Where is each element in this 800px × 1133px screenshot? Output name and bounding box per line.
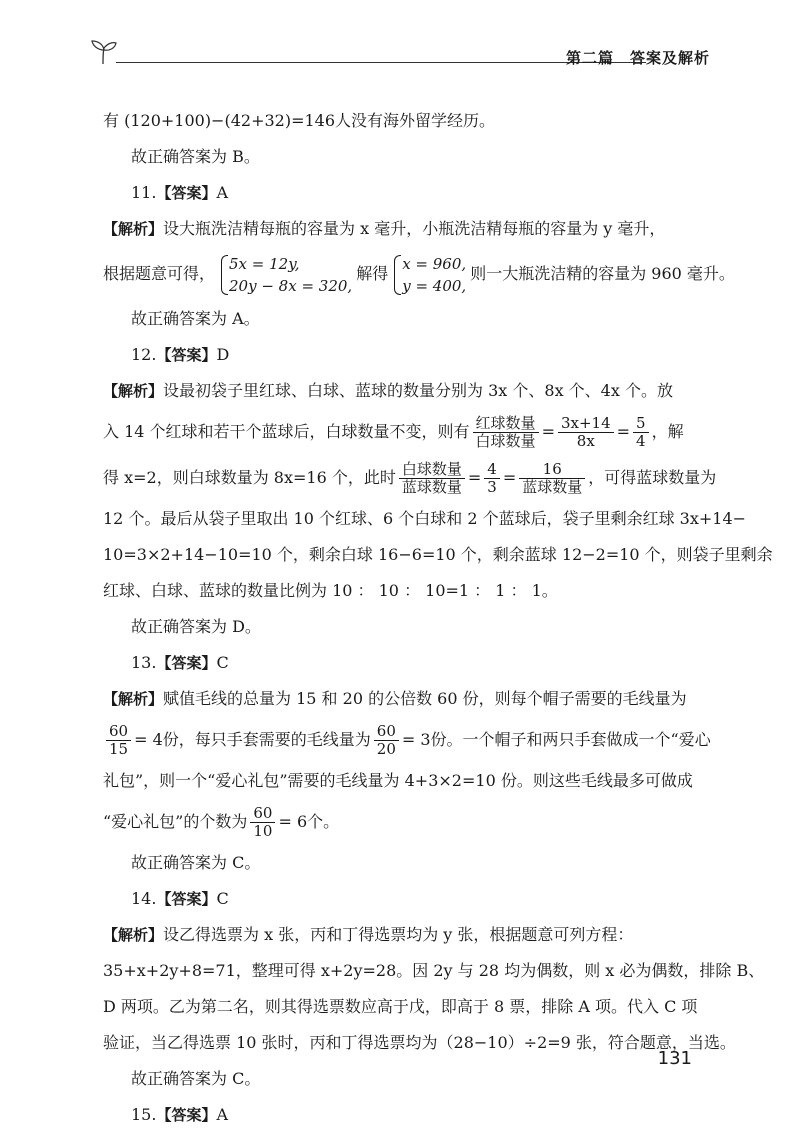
text-line: 得 x=2，则白球数量为 8x=16 个，此时 $\frac{\text{白球数量}}{\text{蓝球数量}}$ = $\frac{4}{3}$ = $\frac{16}{\text{蓝球数量}}$ ，可得蓝球数量为 <box>103 459 717 496</box>
fraction: $\frac{60}{20}$ <box>374 723 399 759</box>
fraction: $\frac{60}{10}$ <box>250 805 275 841</box>
text-line: “爱心礼包”的个数为 $\frac{60}{10}$ = 6个。 <box>103 803 340 840</box>
question-11-explanation: 【解析】设大瓶洗洁精每瓶的容量为 x 毫升，小瓶洗洁精每瓶的容量为 y 毫升， <box>103 219 666 238</box>
text-line: 礼包”，则一个“爱心礼包”需要的毛线量为 4+3×2=10 份。则这些毛线最多可做成 <box>103 771 693 790</box>
question-15-answer: 15.【答案】A <box>131 1105 229 1124</box>
fraction: $\frac{3x+14}{8x}$ <box>558 415 614 451</box>
fraction: $\frac{\text{红球数量}}{\text{白球数量}}$ <box>473 415 539 451</box>
text-line: 验证，当乙得选票 10 张时，丙和丁得选票均为（28−10）÷2=9 张，符合题意，当选。 <box>103 1033 736 1052</box>
question-13-explanation: 【解析】赋值毛线的总量为 15 和 20 的公倍数 60 份，则每个帽子需要的毛线量为 <box>103 689 687 708</box>
fraction: $\frac{60}{15}$ <box>106 723 131 759</box>
answer-content <box>103 103 773 1133</box>
question-14-explanation: 【解析】设乙得选票为 x 张，丙和丁得选票均为 y 张，根据题意可列方程： <box>103 925 634 944</box>
text-line: D 两项。乙为第二名，则其得选票数应高于戊，即高于 8 票，排除 A 项。代入 C 项 <box>103 997 698 1016</box>
text-line: 有 (120+100)−(42+32)=146人没有海外留学经历。 <box>103 111 496 130</box>
question-14-answer: 14.【答案】C <box>131 889 229 908</box>
answer-conclusion: 故正确答案为 C。 <box>131 853 261 872</box>
question-12-explanation: 【解析】设最初袋子里红球、白球、蓝球的数量分别为 3x 个、8x 个、4x 个。放 <box>103 381 673 400</box>
answer-conclusion: 故正确答案为 B。 <box>131 147 260 166</box>
solution-system: x = 960, y = 400, <box>392 253 466 297</box>
answer-conclusion: 故正确答案为 D。 <box>131 617 261 636</box>
header-title: 第二篇 答案及解析 <box>565 49 710 67</box>
equation-system: 5x = 12y, 20y − 8x = 320, <box>219 253 352 297</box>
question-12-answer: 12.【答案】D <box>131 345 230 364</box>
text-line: 红球、白球、蓝球的数量比例为 10 ： 10 ： 10=1 ： 1 ： 1。 <box>103 581 558 600</box>
question-11-answer: 11.【答案】A <box>131 183 229 202</box>
fraction: $\frac{4}{3}$ <box>484 461 500 497</box>
answer-conclusion: 故正确答案为 C。 <box>131 1069 261 1088</box>
question-13-answer: 13.【答案】C <box>131 653 229 672</box>
fraction: $\frac{16}{\text{蓝球数量}}$ <box>519 461 585 497</box>
sprout-icon <box>90 38 118 66</box>
text-line: 12 个。最后从袋子里取出 10 个红球、6 个白球和 2 个蓝球后，袋子里剩余红球 3x+14− <box>103 509 747 528</box>
answer-conclusion: 故正确答案为 A。 <box>131 309 260 328</box>
text-line: 入 14 个红球和若干个蓝球后，白球数量不变，则有 $\frac{\text{红球数量}}{\text{白球数量}}$ = $\frac{3x+14}{8x}$ = $\frac{5}{4}$ ，解 <box>103 413 684 450</box>
fraction: $\frac{\text{白球数量}}{\text{蓝球数量}}$ <box>399 461 465 497</box>
text-line: 35+x+2y+8=71，整理可得 x+2y=28。因 2y 与 28 均为偶数，则 x 必为偶数，排除 B、 <box>103 961 765 980</box>
text-line: $\frac{60}{15}$ = 4份，每只手套需要的毛线量为 $\frac{60}{20}$ = 3份。一个帽子和两只手套做成一个“爱心 <box>103 717 693 763</box>
running-header <box>90 38 710 68</box>
text-line: 10=3×2+14−10=10 个，剩余白球 16−6=10 个，剩余蓝球 12−2=10 个，则袋子里剩余 <box>103 545 773 564</box>
fraction: $\frac{5}{4}$ <box>633 415 649 451</box>
page-number: 131 <box>657 1048 692 1069</box>
question-11-equations: 根据题意可得， 5x = 12y, 20y − 8x = 320, 解得 x = 960, y = 400, 则一大瓶洗洁精的容量为 960 毫升。 <box>103 254 735 295</box>
